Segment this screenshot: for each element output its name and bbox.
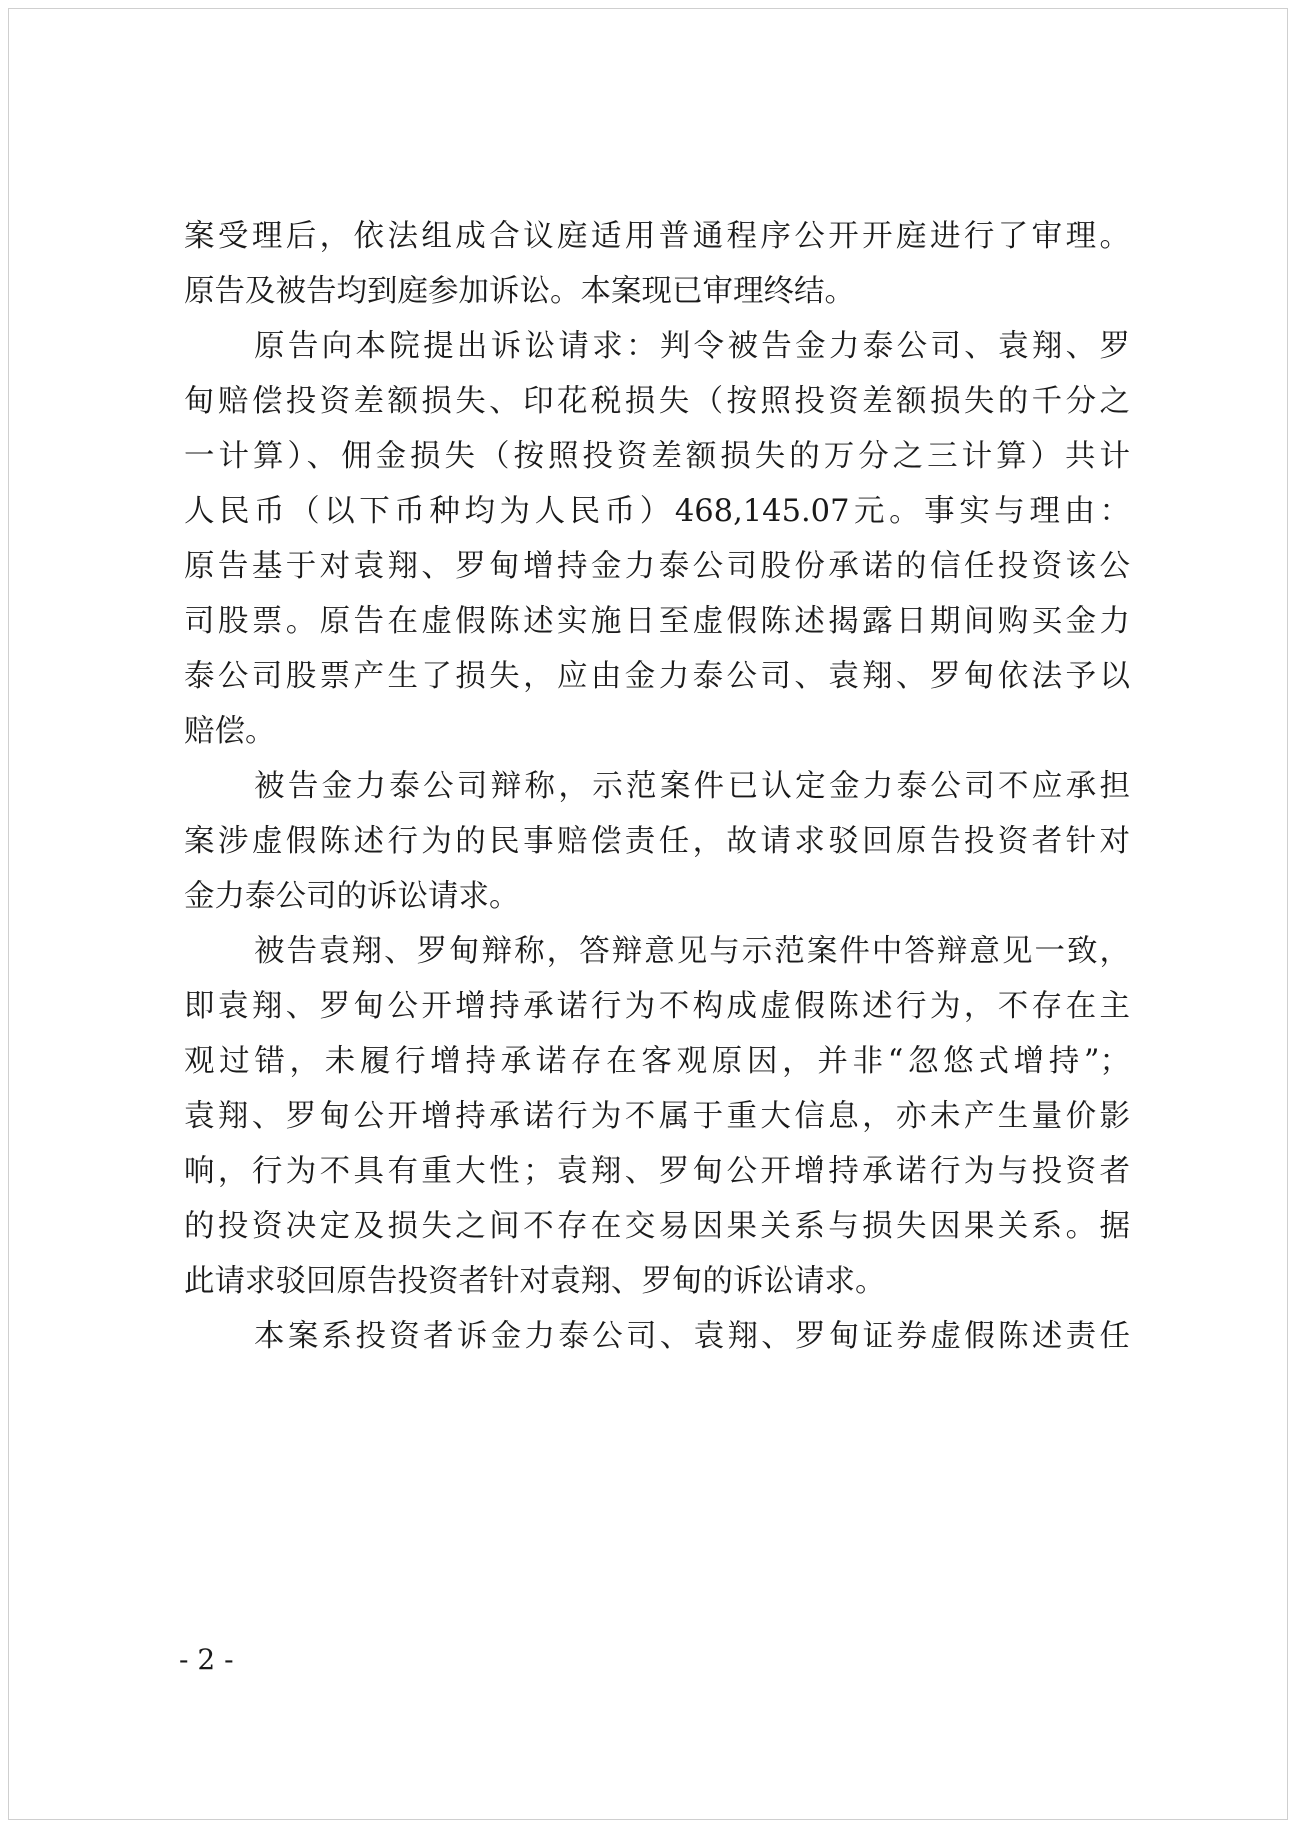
text-line-13: 金力泰公司的诉讼请求。 <box>184 879 520 914</box>
text-line-16: 观过错，未履行增持承诺存在客观原因，并非“忽悠式增持”； <box>184 1044 1130 1079</box>
text-line-19: 的投资决定及损失之间不存在交易因果关系与损失因果关系。据 <box>184 1209 1130 1244</box>
text-line-1: 案受理后，依法组成合议庭适用普通程序公开开庭进行了审理。 <box>184 219 1130 254</box>
text-line-10: 赔偿。 <box>184 714 276 749</box>
text-line-14: 被告袁翔、罗甸辩称，答辩意见与示范案件中答辩意见一致， <box>254 934 1130 969</box>
page-number: - 2 - <box>179 1643 234 1676</box>
text-line-9: 泰公司股票产生了损失，应由金力泰公司、袁翔、罗甸依法予以 <box>184 659 1130 694</box>
text-line-18: 响，行为不具有重大性；袁翔、罗甸公开增持承诺行为与投资者 <box>184 1154 1130 1189</box>
text-line-21: 本案系投资者诉金力泰公司、袁翔、罗甸证券虚假陈述责任 <box>254 1319 1130 1354</box>
text-line-11: 被告金力泰公司辩称，示范案件已认定金力泰公司不应承担 <box>254 769 1130 804</box>
text-line-17: 袁翔、罗甸公开增持承诺行为不属于重大信息，亦未产生量价影 <box>184 1099 1130 1134</box>
text-line-20: 此请求驳回原告投资者针对袁翔、罗甸的诉讼请求。 <box>184 1264 886 1299</box>
text-line-12: 案涉虚假陈述行为的民事赔偿责任，故请求驳回原告投资者针对 <box>184 824 1130 859</box>
text-line-2: 原告及被告均到庭参加诉讼。本案现已审理终结。 <box>184 274 855 309</box>
text-line-6: 人民币（以下币种均为人民币）468,145.07元。事实与理由： <box>184 494 1130 529</box>
text-line-3: 原告向本院提出诉讼请求：判令被告金力泰公司、袁翔、罗 <box>254 329 1130 364</box>
text-line-7: 原告基于对袁翔、罗甸增持金力泰公司股份承诺的信任投资该公 <box>184 549 1130 584</box>
text-line-8: 司股票。原告在虚假陈述实施日至虚假陈述揭露日期间购买金力 <box>184 604 1130 639</box>
text-line-5: 一计算）、佣金损失（按照投资差额损失的万分之三计算）共计 <box>184 439 1130 474</box>
document-page <box>8 8 1288 1820</box>
text-line-15: 即袁翔、罗甸公开增持承诺行为不构成虚假陈述行为，不存在主 <box>184 989 1130 1024</box>
text-line-4: 甸赔偿投资差额损失、印花税损失（按照投资差额损失的千分之 <box>184 384 1130 419</box>
